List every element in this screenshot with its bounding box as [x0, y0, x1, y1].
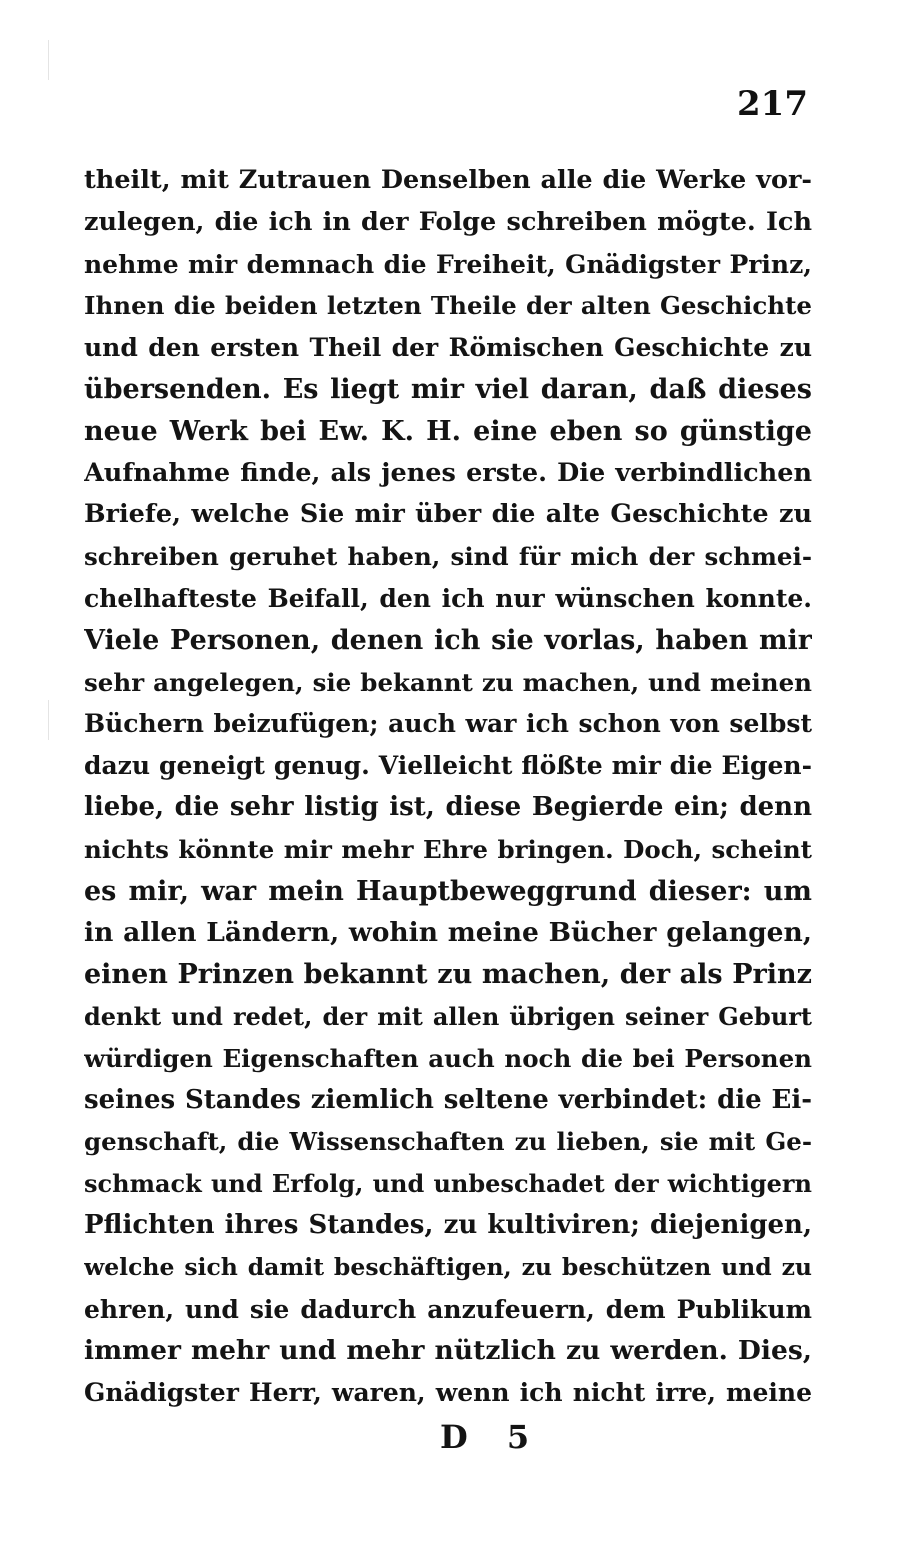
- text-line: seines Standes ziemlich seltene verbindet: die Ei-: [84, 1084, 812, 1115]
- text-line: einen Prinzen bekannt zu machen, der als Prinz: [84, 959, 812, 991]
- text-line: Briefe, welche Sie mir über die alte Geschichte zu: [84, 499, 812, 530]
- text-line: ehren, und sie dadurch anzufeuern, dem Publikum: [84, 1294, 812, 1324]
- text-line: würdigen Eigenschaften auch noch die bei Personen: [84, 1043, 812, 1073]
- body-text: [84, 160, 812, 1414]
- text-line: und den ersten Theil der Römischen Geschichte zu: [84, 333, 812, 363]
- text-line: genschaft, die Wissenschaften zu lieben, sie mit Ge-: [84, 1127, 812, 1157]
- text-line: liebe, die sehr listig ist, diese Begierde ein; denn: [84, 791, 812, 822]
- text-line: übersenden. Es liegt mir viel daran, daß dieses: [84, 373, 812, 405]
- page-number: 217: [737, 84, 808, 124]
- text-line: nehme mir demnach die Freiheit, Gnädigster Prinz,: [84, 249, 812, 279]
- text-line: denkt und redet, der mit allen übrigen seiner Geburt: [84, 1001, 812, 1031]
- text-line: schreiben geruhet haben, sind für mich der schmei-: [84, 542, 812, 572]
- margin-mark: [48, 700, 49, 740]
- text-line: Pflichten ihres Standes, zu kultiviren; diejenigen,: [84, 1209, 812, 1240]
- text-line: welche sich damit beschäftigen, zu beschützen und zu: [84, 1252, 812, 1281]
- text-line: theilt, mit Zutrauen Denselben alle die Werke vor-: [84, 165, 812, 195]
- text-line: Aufnahme finde, als jenes erste. Die verbindlichen: [84, 457, 812, 488]
- text-line: Gnädigster Herr, waren, wenn ich nicht irre, meine: [84, 1378, 812, 1408]
- text-line: Büchern beizufügen; auch war ich schon von selbst: [84, 709, 812, 739]
- text-line: zulegen, die ich in der Folge schreiben mögte. Ich: [84, 206, 812, 237]
- text-line: schmack und Erfolg, und unbeschadet der wichtigern: [84, 1169, 812, 1199]
- text-line: es mir, war mein Hauptbeweggrund dieser: um: [84, 875, 812, 907]
- text-line: in allen Ländern, wohin meine Bücher gelangen,: [84, 917, 812, 949]
- text-line: immer mehr und mehr nützlich zu werden. Dies,: [84, 1335, 812, 1367]
- text-line: neue Werk bei Ew. K. H. eine eben so günstige: [84, 415, 812, 447]
- text-line: nichts könnte mir mehr Ehre bringen. Doch, scheint: [84, 834, 812, 864]
- text-line: chelhafteste Beifall, den ich nur wünschen konnte.: [84, 583, 812, 613]
- text-line: dazu geneigt genug. Vielleicht flößte mir die Eigen-: [84, 751, 812, 781]
- text-line: Viele Personen, denen ich sie vorlas, haben mir: [84, 624, 812, 656]
- text-line: sehr angelegen, sie bekannt zu machen, und meinen: [84, 667, 812, 697]
- text-line: Ihnen die beiden letzten Theile der alten Geschichte: [84, 291, 812, 321]
- signature-mark: D 5: [440, 1418, 544, 1456]
- margin-mark: [48, 40, 49, 80]
